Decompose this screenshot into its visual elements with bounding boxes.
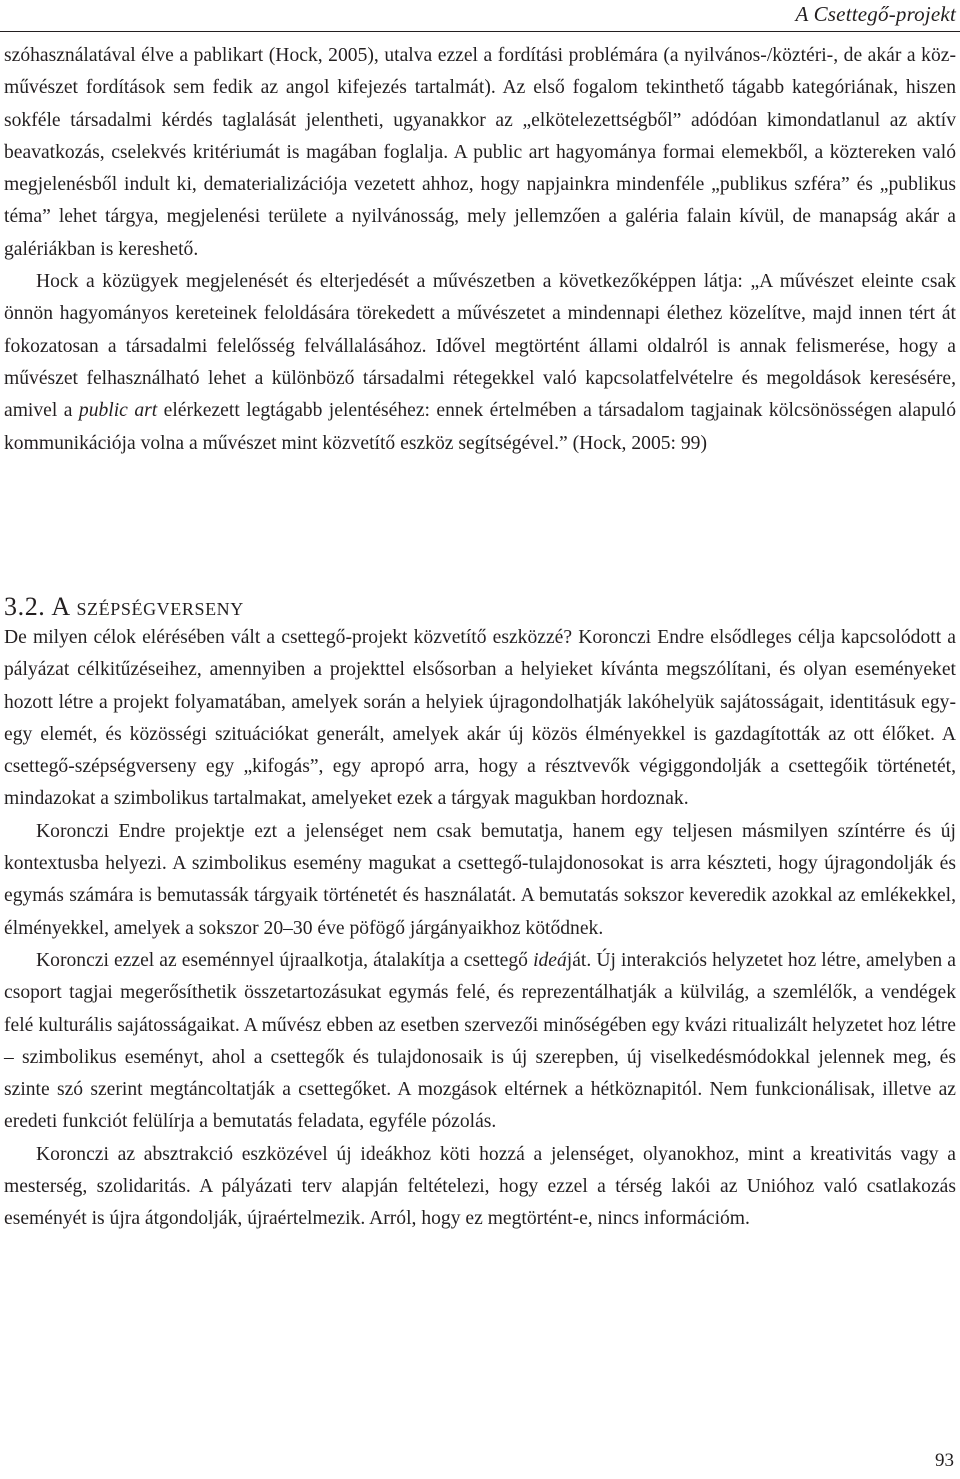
section-continued-text [4, 40, 956, 460]
paragraph-hock-quote [4, 266, 956, 460]
section-body [4, 622, 956, 1236]
paragraph-public-art: szóhasználatával élve a pablikart (Hock, 2005), utalva ezzel a fordítási problémára (a nyilvános-/köztéri-, de akár a köz-művészet fordítások sem fedik az angol kifejezés tartalmát). Az első fogalom tekinthető tágabb kategóriának, hiszen sokféle társadalmi kérdés taglalását jelentheti, ugyanakkor az „elkötelezettségből” adódóan kimondatlanul az aktív beavatkozás, cselekvés kritériumát is magában foglalja. A public art hagyománya formai elemekből, a köztereken való megjelenésből indult ki, dematerializációja vezetett ahhoz, hogy napjainkra mindenféle „publikus szféra” és „publikus téma” lehet tárgya, megjelenési területe a nyilvánosság, mely jellemzően a galéria falain kívül, de manapság akár a galériákban is kereshető. [4, 45, 956, 260]
section-heading-block [4, 592, 956, 622]
section-heading [4, 592, 956, 622]
paragraph-idea [4, 945, 956, 1139]
hock-quote-text-end: elérkezett legtágabb jelentéséhez: ennek értelmében a társadalom tagjainak kölcsönösségen alapuló kommunikációja volna a művészet mint közvetítő eszköz segítségével.” (Hock, 2005: 99) [4, 400, 957, 454]
hock-quote-text: Hock a közügyek megjelenését és elterjedését a művészetben a következőképpen látja: „A művészet eleinte csak önnön hagyományos kereteinek feloldására törekedett a művészetet a mindennapi élethez közelítve, majd innen tért át fokozatosan a társadalmi felelősség felvállalásához. Idővel megtörtént állami oldalról is annak felismerése, hogy a művészet felhasználható lehet a különböző társadalmi rétegekkel való kapcsolatfelvételre és megoldások keresésére, amivel a [4, 271, 956, 422]
hock-quote-italic: public art [78, 400, 158, 422]
running-header: A Csettegő-projekt [795, 2, 956, 26]
section-title: A szépségverseny [51, 592, 244, 621]
header-rule [0, 31, 960, 32]
section-number: 3.2. [4, 592, 46, 621]
idea-italic: ideá [533, 949, 567, 971]
paragraph-abstraction: Koronczi az absztrakció eszközével új ideákhoz köti hozzá a jelenséget, olyanokhoz, mint a kreativitás vagy a mesterség, szolidaritás. A pályázati terv alapján feltételezi, hogy ezzel a térség lakói az Unióhoz való csatlakozás eseményét is újra átgondolják, újraértelmezik. Arról, hogy ez megtörtént-e, nincs információm. [4, 1143, 956, 1230]
paragraph-goals: De milyen célok elérésében vált a csettegő-projekt közvetítő eszközzé? Koronczi Endre elsődleges célja kapcsolódott a pályázat célkitűzéseihez, amennyiben a projekttel elsősorban a helyieket kívánta megszólítani, és olyan eseményeket hozott létre a projekt folyamatában, amelyek során a helyiek újragondolhatják lakóhelyük sajátosságait, identitásuk egy-egy elemét, és közösségi szituációkat generált, amelyek akár új közös élményekkel is gazdagították az ott élőket. A csettegő-szépségverseny egy „kifogás”, egy apropó arra, hogy a résztvevők végiggondolják a csettegőik történetét, mindazokat a szimbolikus tartalmakat, amelyeket ezek a tárgyak magukban hordoznak. [4, 627, 956, 810]
idea-text: Koronczi ezzel az eseménnyel újraalkotja, átalakítja a csettegő [36, 949, 534, 971]
paragraph-project: Koronczi Endre projektje ezt a jelenséget nem csak bemutatja, hanem egy teljesen másmilyen színtérre és új kontextusba helyezi. A szimbolikus esemény magukat a csettegő-tulajdonosokat is arra készteti, hogy újragondolják és egymás számára is bemutassák tárgyaik történetét és használatát. A bemutatás sokszor keveredik azokkal az emlékekkel, élményekkel, amelyek a sokszor 20–30 éve pöfögő járgányaikhoz kötődnek. [4, 820, 956, 939]
idea-text-end: ját. Új interakciós helyzetet hoz létre, amelyben a csoport tagjai megerősíthetik összetartozásukat egymás felé, és reprezentálhatják a külvilág, a szemlélők, a vendégek felé kulturális sajátosságaikat. A művész ebben az esetben szervezői minőségében egy kvázi ritualizált helyzetet hoz létre – szimbolikus eseményt, ahol a csettegők és tulajdonosaik is új szerepben, új viselkedésmódokkal jelennek meg, és szinte szó szerint megtáncoltatják a csettegőket. A mozgások eltérnek a hétköznapitól. Nem funkcionálisak, illetve az eredeti funkciót felülírja a bemutatás feladata, egyféle pózolás. [4, 949, 956, 1133]
page-number: 93 [935, 1450, 954, 1471]
